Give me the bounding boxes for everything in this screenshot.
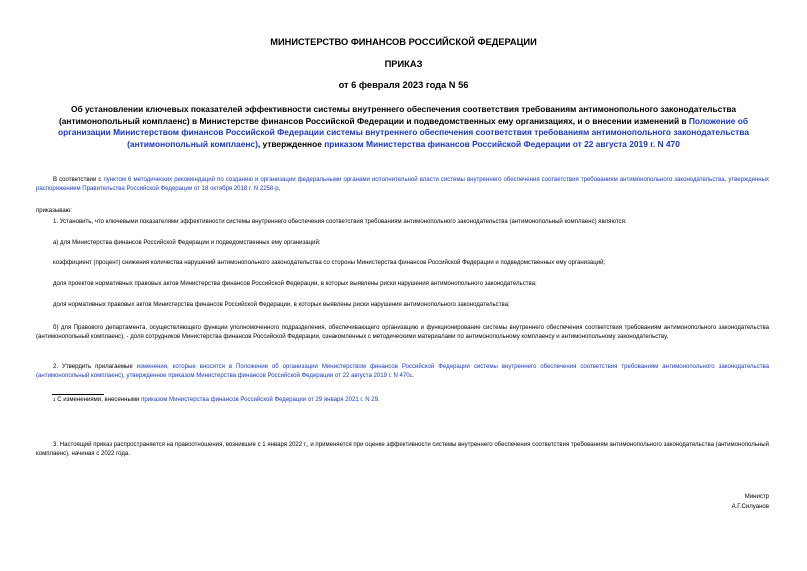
title-text-part2: , утвержденное: [257, 138, 325, 149]
paragraph-1b: б) для Правового департамента, осуществляющего функции уполномоченного подразделения, обеспечивающего организацию и функционирование системы внутреннего обеспечения соответствия требованиям антимонопольного законодательства (антимонопольный комплаенс), - доля сотрудников Министерства финансов Российской Федерации, ознакомленных с методическими материалами по антимонопольному комплаенсу и антимонопольному законодательству.: [36, 325, 769, 340]
paragraph-2: [36, 363, 769, 381]
footnote-mark: 1: [53, 397, 56, 402]
footnote: [36, 396, 769, 405]
paragraph-1a-indicator-1: коэффициент (процент) снижения количества нарушений антимонопольного законодательства со стороны Министерства финансов Российской Федерации и подведомственных ему организаций;: [53, 260, 606, 266]
signature-name: А.Г.Силуанов: [731, 504, 769, 510]
orders-label: приказываю:: [36, 208, 72, 214]
footnote-link-order-29[interactable]: приказом Министерства финансов Российской Федерации от 29 января 2021 г. N 29: [141, 397, 378, 403]
preamble-prefix: В соответствии с: [53, 177, 104, 183]
title-link-regulation[interactable]: Положение об организации Министерством финансов Российской Федерации системы внутреннего обеспечения соответствия требованиям антимонопольного законодательства (антимонопольный комплаенс): [58, 115, 749, 149]
paragraph-2-suffix: .: [412, 372, 414, 379]
paragraph-2-prefix: 2. Утвердить прилагаемые: [53, 364, 137, 370]
signature-position: Министр: [744, 494, 769, 500]
paragraph-2-link-changes[interactable]: изменения, которые вносятся в Положение об организации Министерством финансов Российской Федерации системы внутреннего обеспечения соответствия требованиям антимонопольного законодательства (антимонопольный комплаенс), утвержденное приказом Министерства финансов Российской Федерации от 22 августа 2019 г. N 470: [36, 364, 769, 379]
paragraph-1a-indicator-2: доля проектов нормативных правовых актов Министерства финансов Российской Федерации, в которых выявлены риски нарушения антимонопольного законодательства;: [53, 281, 537, 287]
footnote-prefix: С изменениями, внесенными: [57, 397, 142, 403]
paragraph-1a: а) для Министерства финансов Российской Федерации и подведомственных ему организаций:: [53, 240, 321, 246]
document-title: [36, 104, 771, 150]
preamble-link-recommendations[interactable]: пунктом 6 методических рекомендаций по созданию и организации федеральными органами исполнительной власти системы внутреннего обеспечения соответствия требованиям антимонопольного законодательства, утвержденных распоряжением Правительства Российской Федерации от 18 октября 2018 г. N 2258-р: [36, 177, 770, 192]
preamble-paragraph: [36, 176, 769, 194]
paragraph-1a-indicator-3: доля нормативных правовых актов Министерства финансов Российской Федерации, в которых выявлены риски нарушения антимонопольного законодательства;: [53, 302, 510, 308]
document-date-number: от 6 февраля 2023 года N 56: [338, 80, 469, 90]
footnote-suffix: .: [377, 397, 380, 403]
title-text-part1: Об установлении ключевых показателей эффективности системы внутреннего обеспечения соответствия требованиям антимонопольного законодательства (антимонопольный комплаенс) в Министерстве финансов Российской Федерации и подведомственных ему организациях, и о внесении изменений в: [58, 104, 737, 126]
ministry-heading: МИНИСТЕРСТВО ФИНАНСОВ РОССИЙСКОЙ ФЕДЕРАЦИИ: [270, 37, 537, 47]
document-type-heading: ПРИКАЗ: [384, 59, 423, 69]
title-link-order-470[interactable]: приказом Министерства финансов Российской Федерации от 22 августа 2019 г. N 470: [324, 138, 680, 149]
paragraph-1: 1. Установить, что ключевыми показателями эффективности системы внутреннего обеспечения соответствия требованиям антимонопольного законодательства (антимонопольный комплаенс) являются:: [53, 219, 627, 225]
footnote-divider: [52, 394, 104, 395]
paragraph-3: 3. Настоящий приказ распространяется на правоотношения, возникшие с 1 января 2022 г., и применяется при оценке эффективности системы внутреннего обеспечения соответствия требованиям антимонопольного законодательства (антимонопольный комплаенс), начиная с 2022 года.: [36, 442, 769, 457]
preamble-suffix: ,: [278, 185, 281, 192]
footnote-reference[interactable]: 1: [409, 372, 413, 378]
